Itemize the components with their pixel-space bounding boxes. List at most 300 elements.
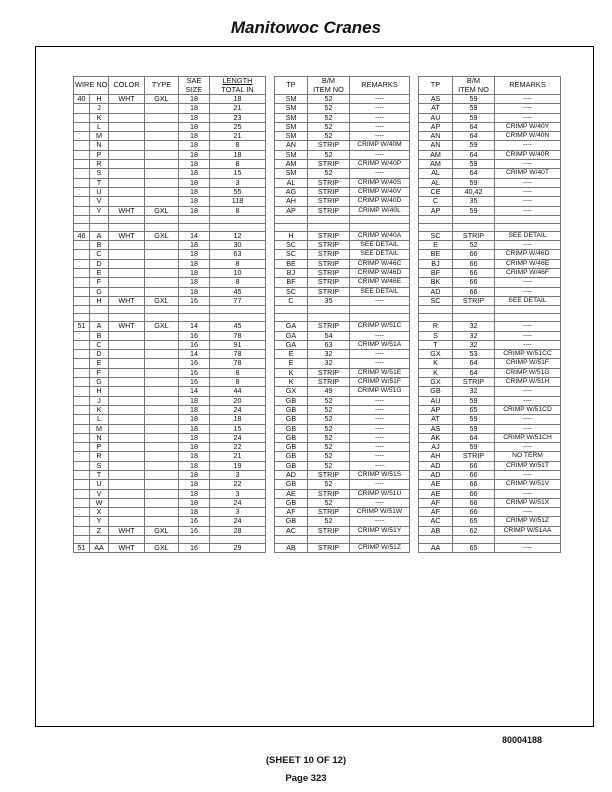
bm-item-cell: STRIP [308,241,350,250]
bm-item-2-cell: 66 [453,250,495,259]
header-length [210,77,266,95]
table-row [74,433,561,442]
table-row [74,396,561,405]
length-cell: 15 [210,169,266,178]
page-title: Manitowoc Cranes [230,18,382,37]
blank-cell [74,223,90,231]
tp-2-cell: AK [419,433,453,442]
wire-letter-cell: Y [90,517,109,526]
blank-cell [145,314,179,322]
blank-cell [495,314,561,322]
blank-cell [308,223,350,231]
length-cell: 21 [210,132,266,141]
length-cell: 24 [210,405,266,414]
color-cell [109,122,145,131]
length-cell: 10 [210,269,266,278]
wire-group-cell [74,178,90,187]
tp-2-cell: AP [419,122,453,131]
wire-letter-cell: U [90,480,109,489]
tp-cell: BF [275,278,308,287]
color-cell [109,178,145,187]
blank-row [74,536,561,544]
color-cell [109,113,145,122]
remarks-2-cell: ---- [495,544,561,553]
sae-size-cell: 18 [179,269,210,278]
wire-table [73,76,561,553]
tp-2-cell: BJ [419,259,453,268]
wire-group-cell [74,359,90,368]
bm-item-cell: 32 [308,359,350,368]
color-cell [109,498,145,507]
bm-item-cell: 52 [308,396,350,405]
color-cell [109,368,145,377]
blank-cell [90,314,109,322]
header-bm-line1: B/M [321,76,336,85]
tp-2-cell: GX [419,350,453,359]
bm-item-cell: 52 [308,415,350,424]
table-row [74,322,561,331]
column-gap [410,132,419,141]
wire-letter-cell: H [90,296,109,305]
table-row [74,359,561,368]
blank-cell [210,223,266,231]
color-cell [109,104,145,113]
bm-item-cell: STRIP [308,197,350,206]
bm-item-cell: 52 [308,169,350,178]
sae-size-cell: 18 [179,498,210,507]
color-cell: WHT [109,296,145,305]
bm-item-cell: STRIP [308,278,350,287]
blank-cell [109,223,145,231]
remarks-cell: ---- [350,498,410,507]
wire-group-cell: 51 [74,544,90,553]
bm-item-cell: 52 [308,498,350,507]
remarks-2-cell: ---- [495,187,561,196]
remarks-2-cell: ---- [495,340,561,349]
column-gap [266,480,275,489]
tp-2-cell: K [419,359,453,368]
sae-size-cell: 18 [179,104,210,113]
blank-cell [419,306,453,314]
column-gap [410,169,419,178]
table-row [74,526,561,535]
bm-item-2-cell: 59 [453,95,495,104]
column-gap [266,241,275,250]
sae-size-cell: 16 [179,526,210,535]
type-cell [145,113,179,122]
tp-cell: GB [275,396,308,405]
column-gap [410,517,419,526]
column-gap [410,150,419,159]
column-gap [266,405,275,414]
column-gap [266,526,275,535]
length-cell: 8 [210,206,266,215]
type-cell: GXL [145,526,179,535]
remarks-cell: CRIMP W/51Z [350,544,410,553]
tp-cell: GB [275,480,308,489]
remarks-2-cell: CRIMP W/51CH [495,433,561,442]
column-gap [410,433,419,442]
type-cell [145,461,179,470]
bm-item-2-cell: 32 [453,340,495,349]
blank-cell [179,215,210,223]
wire-letter-cell: P [90,443,109,452]
blank-cell [419,215,453,223]
wire-group-cell [74,443,90,452]
type-cell [145,498,179,507]
wire-letter-cell: B [90,241,109,250]
sae-size-cell: 16 [179,331,210,340]
type-cell [145,452,179,461]
type-cell [145,269,179,278]
tp-2-cell: AF [419,508,453,517]
tp-cell: GB [275,517,308,526]
wire-letter-cell: D [90,259,109,268]
type-cell [145,104,179,113]
wire-group-cell [74,526,90,535]
bm-item-cell: STRIP [308,378,350,387]
tp-cell: SC [275,250,308,259]
length-cell: 8 [210,141,266,150]
sae-size-cell: 18 [179,122,210,131]
tp-2-cell: S [419,331,453,340]
tp-2-cell: AH [419,452,453,461]
remarks-cell: ---- [350,452,410,461]
column-gap [266,331,275,340]
wire-group-cell [74,278,90,287]
length-cell: 91 [210,340,266,349]
table-row [74,470,561,479]
bm-item-2-cell: 64 [453,150,495,159]
wire-group-cell: 51 [74,322,90,331]
remarks-2-cell: NO TERM [495,452,561,461]
remarks-2-cell: CRIMP W/51Z [495,517,561,526]
column-gap [266,359,275,368]
bm-item-2-cell: 65 [453,405,495,414]
tp-2-cell: AC [419,517,453,526]
column-gap [410,378,419,387]
bm-item-2-cell: 65 [453,544,495,553]
column-gap [266,178,275,187]
wire-group-cell: 46 [74,231,90,240]
blank-cell [350,536,410,544]
tp-cell: GA [275,340,308,349]
wire-group-cell [74,378,90,387]
wire-letter-cell: T [90,178,109,187]
color-cell [109,187,145,196]
sae-size-cell: 18 [179,132,210,141]
column-gap [266,508,275,517]
tp-cell: K [275,378,308,387]
blank-cell [210,536,266,544]
length-cell: 29 [210,544,266,553]
type-cell [145,433,179,442]
column-gap [410,452,419,461]
bm-item-cell: STRIP [308,322,350,331]
column-gap [410,278,419,287]
bm-item-2-cell: 59 [453,104,495,113]
sae-size-cell: 18 [179,480,210,489]
tp-2-cell: CE [419,187,453,196]
bm-item-cell: STRIP [308,231,350,240]
column-gap [266,187,275,196]
blank-cell [145,536,179,544]
header-tp-2: TP [419,77,453,95]
length-cell: 18 [210,95,266,104]
tp-cell: SM [275,122,308,131]
remarks-2-cell: ---- [495,470,561,479]
sae-size-cell: 18 [179,287,210,296]
remarks-cell: CRIMP W/40D [350,197,410,206]
bm-item-cell: STRIP [308,544,350,553]
bm-item-2-cell: 59 [453,206,495,215]
wire-group-cell [74,350,90,359]
wire-group-cell [74,452,90,461]
tp-cell: SM [275,169,308,178]
column-gap [410,331,419,340]
color-cell [109,141,145,150]
bm-item-2-cell: 64 [453,359,495,368]
length-cell: 20 [210,396,266,405]
wire-group-cell [74,461,90,470]
column-gap [266,387,275,396]
remarks-cell: SEE DETAIL [350,287,410,296]
blank-cell [179,536,210,544]
wire-letter-cell: F [90,278,109,287]
remarks-cell: CRIMP W/51E [350,368,410,377]
tp-cell: AB [275,544,308,553]
bm-item-2-cell: 59 [453,178,495,187]
sae-size-cell: 18 [179,489,210,498]
wire-group-cell [74,259,90,268]
wire-group-cell [74,498,90,507]
type-cell [145,122,179,131]
length-cell: 63 [210,250,266,259]
bm-item-2-cell: 65 [453,517,495,526]
remarks-cell: SEE DETAIL [350,250,410,259]
sae-size-cell: 18 [179,197,210,206]
column-gap [266,433,275,442]
bm-item-2-cell: 32 [453,322,495,331]
wire-group-cell [74,187,90,196]
wire-group-cell [74,169,90,178]
header-remarks: REMARKS [350,77,410,95]
bm-item-2-cell: 53 [453,350,495,359]
table-row [74,480,561,489]
length-cell: 18 [210,150,266,159]
remarks-2-cell: CRIMP W/51F [495,359,561,368]
remarks-2-cell: ---- [495,160,561,169]
remarks-cell: CRIMP W/40L [350,206,410,215]
remarks-cell: ---- [350,113,410,122]
table-row [74,508,561,517]
sae-size-cell: 16 [179,517,210,526]
column-gap [266,150,275,159]
length-cell: 15 [210,424,266,433]
tp-2-cell: AN [419,141,453,150]
sae-size-cell: 18 [179,443,210,452]
blank-row [74,215,561,223]
sae-size-cell: 18 [179,150,210,159]
length-cell: 8 [210,368,266,377]
column-gap [266,396,275,405]
column-gap [266,517,275,526]
type-cell: GXL [145,296,179,305]
wire-letter-cell: M [90,424,109,433]
table-row [74,187,561,196]
blank-cell [308,306,350,314]
bm-item-cell: STRIP [308,287,350,296]
color-cell [109,424,145,433]
length-cell: 8 [210,259,266,268]
remarks-2-cell: ---- [495,287,561,296]
column-gap [266,169,275,178]
wire-letter-cell: F [90,368,109,377]
column-gap [266,378,275,387]
tp-cell: BJ [275,269,308,278]
bm-item-2-cell: 66 [453,498,495,507]
remarks-2-cell: CRIMP W/40N [495,132,561,141]
column-gap [266,322,275,331]
remarks-2-cell: ---- [495,178,561,187]
wire-group-cell [74,387,90,396]
column-gap [410,206,419,215]
header-sae-line1: SAE [186,76,202,85]
wire-group-cell [74,132,90,141]
column-gap [266,231,275,240]
bm-item-cell: 35 [308,296,350,305]
remarks-cell: ---- [350,350,410,359]
type-cell [145,160,179,169]
type-cell [145,241,179,250]
header-remarks-2: REMARKS [495,77,561,95]
wire-group-cell [74,489,90,498]
sae-size-cell: 18 [179,178,210,187]
wire-letter-cell: R [90,452,109,461]
column-gap [266,452,275,461]
column-gap [266,160,275,169]
type-cell: GXL [145,544,179,553]
blank-cell [419,223,453,231]
bm-item-cell: STRIP [308,141,350,150]
sae-size-cell: 18 [179,433,210,442]
remarks-cell: CRIMP W/40M [350,141,410,150]
table-row [74,443,561,452]
table-header-row [74,77,561,95]
column-gap [410,104,419,113]
blank-cell [109,536,145,544]
bm-item-cell: 52 [308,405,350,414]
remarks-2-cell: ---- [495,95,561,104]
remarks-cell: CRIMP W/40P [350,160,410,169]
column-gap [410,296,419,305]
wire-letter-cell: J [90,396,109,405]
remarks-cell: SEE DETAIL [350,241,410,250]
color-cell [109,489,145,498]
blank-cell [275,314,308,322]
sae-size-cell: 18 [179,278,210,287]
type-cell [145,368,179,377]
bm-item-cell: STRIP [308,187,350,196]
wire-group-cell [74,415,90,424]
tp-2-cell: BE [419,250,453,259]
tp-cell: H [275,231,308,240]
color-cell [109,259,145,268]
bm-item-cell: 52 [308,113,350,122]
column-gap [410,95,419,104]
tp-2-cell: AM [419,150,453,159]
wire-group-cell [74,470,90,479]
tp-2-cell: R [419,322,453,331]
bm-item-2-cell: STRIP [453,296,495,305]
table-row [74,132,561,141]
tp-cell: SM [275,95,308,104]
tp-cell: SM [275,113,308,122]
column-gap [410,241,419,250]
bm-item-2-cell: 52 [453,241,495,250]
blank-cell [90,223,109,231]
remarks-2-cell: CRIMP W/51G [495,368,561,377]
tp-2-cell: AS [419,95,453,104]
table-row [74,544,561,553]
column-gap [410,396,419,405]
table-row [74,178,561,187]
bm-item-2-cell: STRIP [453,378,495,387]
remarks-cell: ---- [350,132,410,141]
column-gap [410,480,419,489]
tp-2-cell: GB [419,387,453,396]
column-gap [266,470,275,479]
sae-size-cell: 18 [179,396,210,405]
column-gap [410,141,419,150]
length-cell: 8 [210,160,266,169]
blank-cell [275,223,308,231]
remarks-cell: ---- [350,396,410,405]
wire-group-cell [74,331,90,340]
bm-item-cell: STRIP [308,470,350,479]
table-row [74,405,561,414]
type-cell: GXL [145,231,179,240]
blank-cell [90,215,109,223]
bm-item-2-cell: 66 [453,269,495,278]
sae-size-cell: 18 [179,169,210,178]
tp-2-cell: SC [419,296,453,305]
color-cell: WHT [109,95,145,104]
tp-cell: AM [275,160,308,169]
sae-size-cell: 18 [179,250,210,259]
blank-cell [495,223,561,231]
color-cell [109,415,145,424]
tp-cell: GB [275,433,308,442]
remarks-2-cell: SEE DETAIL [495,231,561,240]
sae-size-cell: 14 [179,350,210,359]
column-gap [410,231,419,240]
wire-group-cell [74,517,90,526]
bm-item-cell: 49 [308,387,350,396]
column-gap [410,461,419,470]
remarks-cell: CRIMP W/51G [350,387,410,396]
type-cell [145,424,179,433]
header-bm-item-2 [453,77,495,95]
column-gap [266,415,275,424]
tp-cell: AG [275,187,308,196]
length-cell: 3 [210,508,266,517]
type-cell [145,470,179,479]
type-cell [145,443,179,452]
length-cell: 12 [210,231,266,240]
length-cell: 28 [210,526,266,535]
wire-letter-cell: L [90,415,109,424]
